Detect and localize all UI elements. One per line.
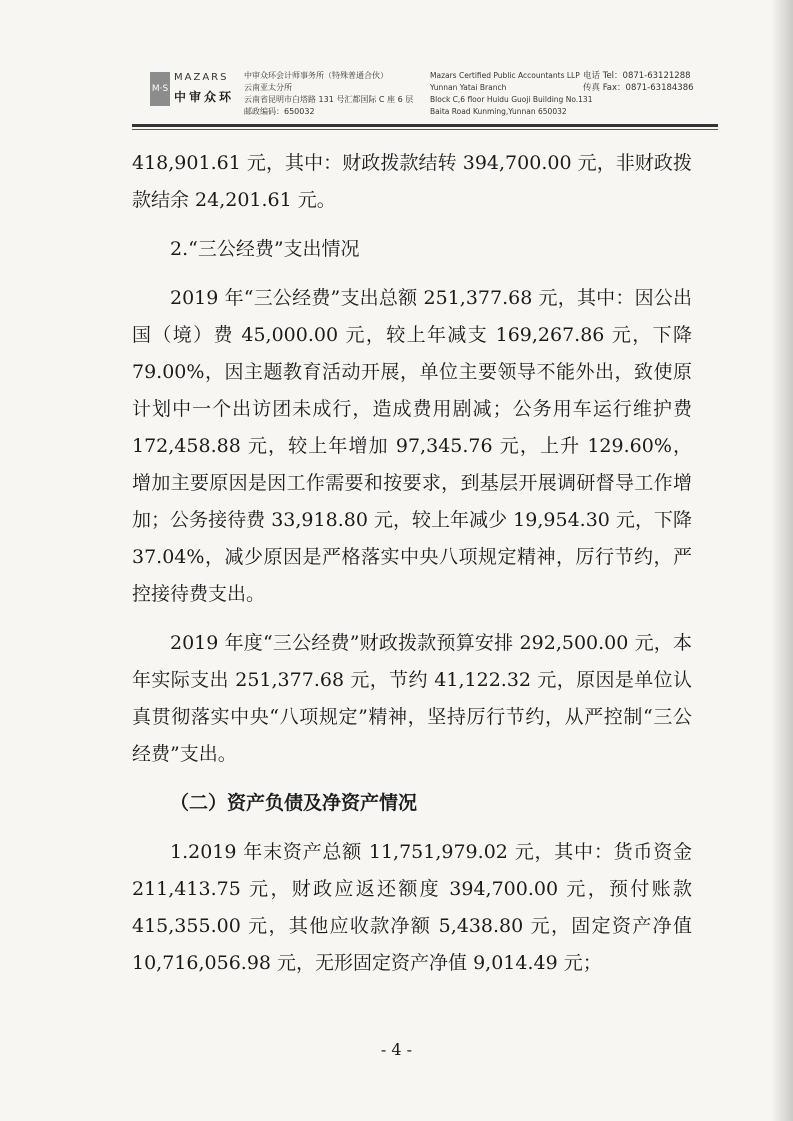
address-cn-line: 邮政编码：650032 [244,107,315,116]
header-rule-thick [132,124,718,127]
address-cn-line: 中审众环会计师事务所（特殊普通合伙） [244,71,388,80]
logo-text-cn: 中审众环 [174,90,235,104]
header-rule-thin [132,129,718,130]
scan-edge-shadow [771,0,793,1121]
paragraph-three-public-expenses-budget: 2019 年度“三公经费”财政拨款预算安排 292,500.00 元，本年实际支出 251,377.68 元，节约 41,122.32 元，原因是单位认真贯彻落实中央“八项规定”精神，坚持厉行节约，从严控制“三公经费”支出。 [132,632,692,765]
paragraph-total-assets: 1.2019 年末资产总额 11,751,979.02 元，其中：货币资金 211,413.75 元，财政应返还额度 394,700.00 元，预付账款 415,355.00 元，其他应收款净额 5,438.80 元，固定资产净值 10,716,056.98 元，无形固定资产净值 9,014.49 元； [132,841,692,974]
paragraph-three-public-expenses-detail: 2019 年“三公经费”支出总额 251,377.68 元，其中：因公出国（境）费 45,000.00 元，较上年减支 169,267.86 元，下降 79.00%，因主题教育活动开展，单位主要领导不能外出，致使原计划中一个出访团未成行，造成费用剧减；公务用车运行维护费 172,458.88 元，较上年增加 97,345.76 元，上升 129.60%，增加主要原因是因工作需要和按要求，到基层开展调研督导工作增加；公务接待费 33,918.80 元，较上年减少 19,954.30 元，下降 37.04%，减少原因是严格落实中央八项规定精神，厉行节约，严控接待费支出。 [132,287,692,605]
section-heading-three-public-expenses: 2.“三公经费”支出情况 [170,238,360,260]
logo-text-en: MAZARS [174,72,229,83]
address-cn-line: 云南省昆明市白塔路 131 号汇都国际 C 座 6 层 [244,95,414,104]
address-en-line: Baita Road Kunming,Yunnan 650032 [430,107,567,116]
telephone: 电话 Tel：0871-63121288 [583,71,691,81]
address-en-line: Yunnan Yatai Branch [430,83,507,92]
logo-mark-icon: M·S [150,72,170,106]
address-cn-line: 云南亚太分所 [244,83,292,92]
section-heading-assets-liabilities: （二）资产负债及净资产情况 [170,792,418,814]
paragraph-balance-carryover: 418,901.61 元，其中：财政拨款结转 394,700.00 元，非财政拨款结余 24,201.61 元。 [132,152,692,211]
firm-logo [150,70,242,110]
fax: 传真 Fax：0871-63184386 [583,83,694,93]
letterhead-address-en [430,70,592,118]
letterhead-contact [583,70,694,94]
letterhead [0,0,793,140]
body-text [132,145,692,982]
address-en-line: Mazars Certified Public Accountants LLP [430,71,580,80]
letterhead-address-cn [244,70,413,118]
address-en-line: Block C,6 floor Huidu Guoji Building No.131 [430,95,593,104]
page-number: - 4 - [380,1040,413,1059]
